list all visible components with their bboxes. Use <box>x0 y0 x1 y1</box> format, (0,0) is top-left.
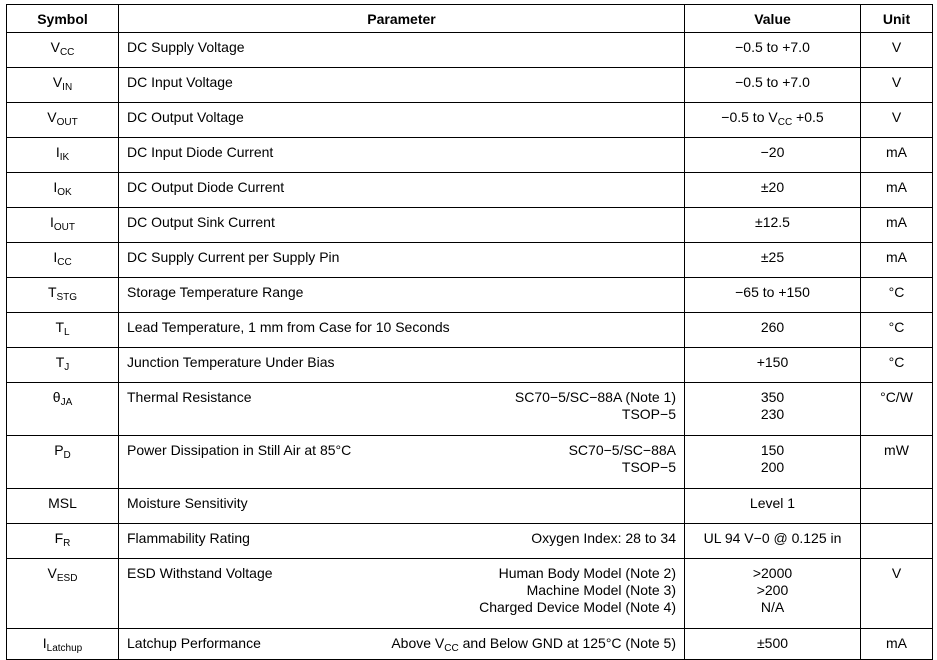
value-cell: >2000 >200 N/A <box>685 559 861 629</box>
maximum-ratings-table <box>6 4 933 660</box>
header-symbol: Symbol <box>7 5 119 33</box>
unit-cell: mA <box>861 208 933 243</box>
table-row <box>7 436 933 489</box>
unit-cell: mA <box>861 173 933 208</box>
symbol-cell: $V_{OUT}$ <box>7 103 119 138</box>
parameter-cell: DC Input Voltage <box>119 68 685 103</box>
table-row <box>7 348 933 383</box>
table-row <box>7 313 933 348</box>
value-cell: ±25 <box>685 243 861 278</box>
table-row <box>7 208 933 243</box>
unit-cell: °C <box>861 278 933 313</box>
header-unit: Unit <box>861 5 933 33</box>
table-row <box>7 173 933 208</box>
symbol-cell: $I_{OK}$ <box>7 173 119 208</box>
symbol-cell: $T_J$ <box>7 348 119 383</box>
symbol-cell: $I_{CC}$ <box>7 243 119 278</box>
table-row <box>7 629 933 660</box>
table-row <box>7 68 933 103</box>
table-row <box>7 559 933 629</box>
unit-cell: °C <box>861 313 933 348</box>
value-cell: ±20 <box>685 173 861 208</box>
parameter-cell: DC Supply Voltage <box>119 33 685 68</box>
symbol-cell: $T_L$ <box>7 313 119 348</box>
unit-cell: mW <box>861 436 933 489</box>
unit-cell: mA <box>861 629 933 660</box>
parameter-cell: Storage Temperature Range <box>119 278 685 313</box>
parameter-cell: ESD Withstand Voltage Human Body Model (Note 2) Machine Model (Note 3) Charged Device Model (Note 4) <box>119 559 685 629</box>
header-parameter: Parameter <box>119 5 685 33</box>
value-cell: 150 200 <box>685 436 861 489</box>
condition-note: Oxygen Index: 28 to 34 <box>531 530 676 546</box>
symbol-cell: $I_{OUT}$ <box>7 208 119 243</box>
parameter-cell: Junction Temperature Under Bias <box>119 348 685 383</box>
model-notes: Human Body Model (Note 2) Machine Model (Note 3) Charged Device Model (Note 4) <box>479 565 676 615</box>
unit-cell: mA <box>861 138 933 173</box>
unit-cell: mA <box>861 243 933 278</box>
symbol-cell: $\theta_{JA}$ <box>7 383 119 436</box>
value-cell: −20 <box>685 138 861 173</box>
header-value: Value <box>685 5 861 33</box>
value-cell: ±12.5 <box>685 208 861 243</box>
value-cell: UL 94 V−0 @ 0.125 in <box>685 524 861 559</box>
parameter-cell: Flammability Rating Oxygen Index: 28 to 34 <box>119 524 685 559</box>
parameter-cell: Lead Temperature, 1 mm from Case for 10 Seconds <box>119 313 685 348</box>
table-row <box>7 278 933 313</box>
unit-cell: °C/W <box>861 383 933 436</box>
unit-cell: V <box>861 559 933 629</box>
parameter-cell: DC Input Diode Current <box>119 138 685 173</box>
package-notes: SC70−5/SC−88A TSOP−5 <box>568 442 676 475</box>
value-cell: +150 <box>685 348 861 383</box>
table-row <box>7 383 933 436</box>
value-cell: 350 230 <box>685 383 861 436</box>
unit-cell: V <box>861 68 933 103</box>
header-row <box>7 5 933 33</box>
unit-cell: °C <box>861 348 933 383</box>
symbol-cell: MSL <box>7 489 119 524</box>
symbol-cell: $V_{CC}$ <box>7 33 119 68</box>
table-row <box>7 33 933 68</box>
parameter-cell: Moisture Sensitivity <box>119 489 685 524</box>
value-cell: −0.5 to +7.0 <box>685 68 861 103</box>
table-row <box>7 524 933 559</box>
table-row <box>7 243 933 278</box>
parameter-cell: Power Dissipation in Still Air at 85°C SC70−5/SC−88A TSOP−5 <box>119 436 685 489</box>
symbol-cell: $F_R$ <box>7 524 119 559</box>
table-row <box>7 138 933 173</box>
parameter-cell: DC Output Voltage <box>119 103 685 138</box>
unit-cell: V <box>861 103 933 138</box>
ratings-table-container <box>6 4 933 660</box>
parameter-cell: Thermal Resistance SC70−5/SC−88A (Note 1) TSOP−5 <box>119 383 685 436</box>
value-cell: ±500 <box>685 629 861 660</box>
symbol-cell: $T_{STG}$ <box>7 278 119 313</box>
value-cell: −65 to +150 <box>685 278 861 313</box>
value-cell: Level 1 <box>685 489 861 524</box>
parameter-cell: DC Supply Current per Supply Pin <box>119 243 685 278</box>
symbol-cell: $I_{IK}$ <box>7 138 119 173</box>
unit-cell <box>861 524 933 559</box>
value-cell: −0.5 to $V_{CC} +0.5$ <box>685 103 861 138</box>
symbol-cell: $V_{ESD}$ <box>7 559 119 629</box>
symbol-cell: $V_{IN}$ <box>7 68 119 103</box>
symbol-cell: $P_D$ <box>7 436 119 489</box>
parameter-cell: DC Output Sink Current <box>119 208 685 243</box>
table-row <box>7 489 933 524</box>
condition-note: Above $V_{CC}$ and Below GND at 125°C (Note 5) <box>391 635 676 654</box>
value-cell: 260 <box>685 313 861 348</box>
parameter-cell: DC Output Diode Current <box>119 173 685 208</box>
unit-cell <box>861 489 933 524</box>
value-cell: −0.5 to +7.0 <box>685 33 861 68</box>
table-row <box>7 103 933 138</box>
unit-cell: V <box>861 33 933 68</box>
parameter-cell: Latchup Performance Above $V_{CC}$ and Below GND at 125°C (Note 5) <box>119 629 685 660</box>
package-notes: SC70−5/SC−88A (Note 1) TSOP−5 <box>514 389 676 422</box>
symbol-cell: $I_{Latchup}$ <box>7 629 119 660</box>
